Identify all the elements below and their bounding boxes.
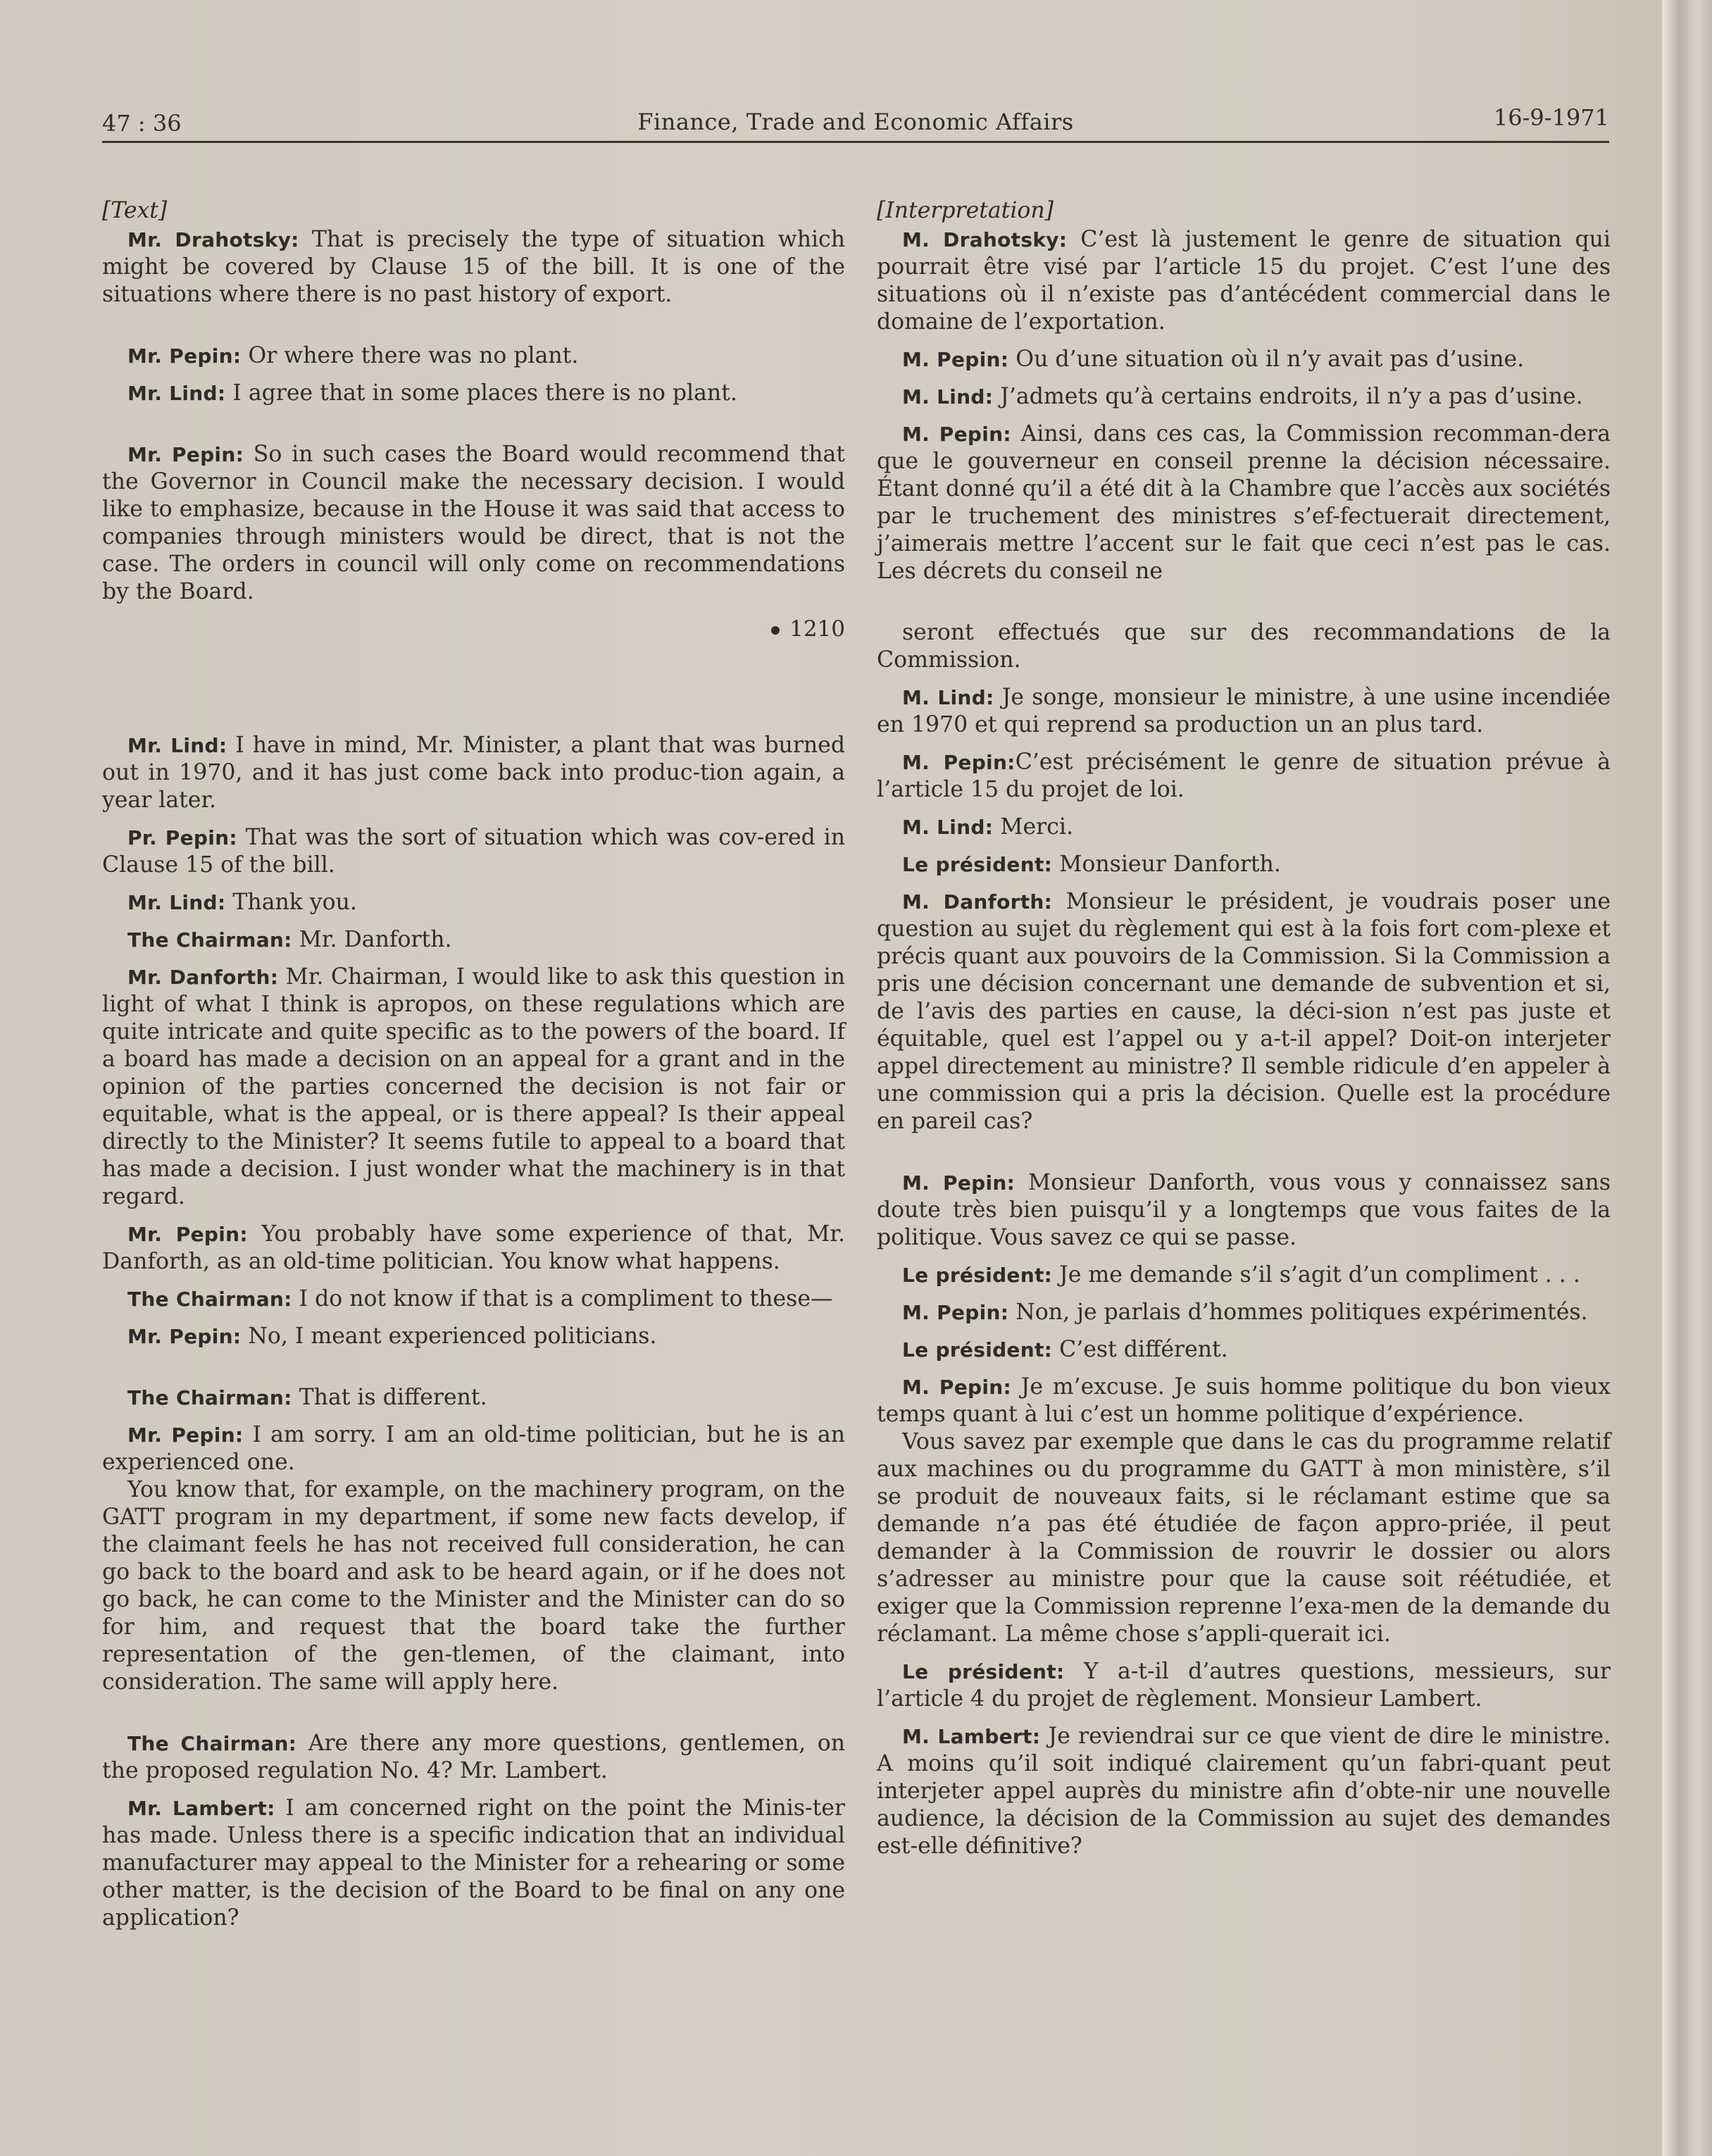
time-marker [102,616,845,643]
paragraph [102,1476,845,1696]
speech: Mr. Danforth. [292,927,452,952]
speech: C’est là justement le genre de situation qui pourrait être visé par l’article 15 du projet. C’est l’une des situations où il n’existe pas d’antécédent commercial dans le domaine de l’exportation. [877,227,1611,335]
paragraph [102,441,845,606]
running-header [102,99,1609,143]
speech: Y a-t-il d’autres questions, messieurs, sur l’article 4 du projet de règlement. Monsieur Lambert. [877,1659,1611,1712]
paragraph [877,1723,1611,1860]
speaker: Le président: [902,1264,1053,1287]
paragraph [877,1299,1611,1326]
speech: Or where there was no plant. [241,343,579,368]
paragraph [877,226,1611,336]
speaker: The Chairman: [127,1732,297,1755]
speaker: Mr. Pepin: [127,1325,242,1348]
speech: You know that, for example, on the machinery program, on the GATT program in my department, if some new facts develop, if the claimant feels he has not received full consideration, he can go back to the board and ask to be heard again, or if he does not go back, he can come to the Minister and the Minister can do so for him, and request that the board take the further representation of the gen-tlemen, of the claimant, into consideration. The same will apply here. [102,1477,845,1695]
speech: Je me demande s’il s’agit d’un compliment . . . [1052,1262,1580,1288]
paragraph [102,1795,845,1932]
speaker: The Chairman: [127,1386,292,1409]
column-spacer [102,653,845,708]
paragraph [877,346,1611,373]
speech: Je songe, monsieur le ministre, à une usine incendiée en 1970 et qui reprend sa production un an plus tard. [877,685,1611,737]
speech: Monsieur le président, je voudrais poser une question au sujet du règlement qui est à la fois fort com-plexe et précis quant aux pouvoirs de la Commission. Si la Commission a pris une décision concernant une demande de subvention et si, de l’avis des parties en cause, la déci-sion n’est pas juste et équitable, quel est l’appel ou y a-t-il appel? Doit-on interjeter appel directement au ministre? Il semble ridicule d’en appeler à une commission qui a pris la décision. Quelle est la procédure en pareil cas? [877,889,1611,1134]
speaker: Mr. Lind: [127,734,227,757]
speaker: Le président: [902,1660,1065,1683]
speech: Non, je parlais d’hommes politiques expérimentés. [1008,1300,1588,1325]
speaker: M. Danforth: [902,890,1053,914]
paragraph [877,619,1611,674]
speech: Thank you. [225,890,357,915]
speech: That is precisely the type of situation which might be covered by Clause 15 of the bill. It is one of the situations where there is no past history of export. [102,227,845,307]
paragraph [102,380,845,407]
speaker: The Chairman: [127,928,292,952]
speaker: M. Drahotsky: [902,228,1068,251]
time-marker-value: 1210 [789,616,845,642]
paragraph [877,1428,1611,1648]
paragraph [877,1658,1611,1713]
paragraph [877,851,1611,878]
paragraph [102,1730,845,1785]
paragraph [102,1384,845,1412]
speaker: M. Pepin: [902,751,1016,774]
speech: Monsieur Danforth. [1052,852,1281,877]
speaker: Mr. Pepin: [127,1223,248,1246]
paragraph [102,732,845,814]
header-date: 16-9-1971 [1493,104,1609,131]
speaker: Mr. Drahotsky: [127,228,299,251]
book-gutter [1662,0,1712,2156]
speaker: M. Lind: [902,816,994,839]
speech: Monsieur Danforth, vous vous y connaissez sans doute très bien puisqu’il y a longtemps que vous faites de la politique. Vous savez ce qui se passe. [877,1170,1611,1250]
page-number: 47 : 36 [102,110,182,137]
speaker: Mr. Lambert: [127,1797,275,1820]
header-title: Finance, Trade and Economic Affairs [637,108,1074,135]
speech: Are there any more questions, gentlemen, on the proposed regulation No. 4? Mr. Lambert. [102,1731,845,1783]
speech: Vous savez par exemple que dans le cas du programme relatif aux machines ou du programme du GATT à mon ministère, s’il se produit de nouveaux faits, si le réclamant estime que sa demande n’a pas été étudiée de façon appro-priée, il peut demander à la Commission de rouvrir le dossier ou alors s’adresser au ministre pour que la cause soit réétudiée, et exiger que la Commission reprenne l’exa-men de la demande du réclamant. La même chose s’appli-querait ici. [877,1429,1611,1647]
paragraph [102,824,845,879]
speaker: M. Pepin: [902,1171,1016,1195]
column-label: [Text] [102,198,168,223]
paragraph [102,1221,845,1276]
paragraph [877,1261,1611,1289]
speaker: M. Lambert: [902,1725,1041,1748]
speech: C’est différent. [1052,1337,1228,1362]
speech: Mr. Chairman, I would like to ask this question in light of what I think is apropos, on these regulations which are quite intricate and quite specific as to the powers of the board. If a board has made a decision on an appeal for a grant and in the opinion of the parties concerned the decision is not fair or equitable, what is the appeal, or is there appeal? Is their appeal directly to the Minister? It seems futile to appeal to a board that has made a decision. I just wonder what the machinery is in that regard. [102,964,846,1209]
speaker: Le président: [902,1338,1053,1361]
speech: I agree that in some places there is no plant. [225,380,737,406]
paragraph [102,342,845,370]
paragraph [877,1336,1611,1364]
speech: I am sorry. I am an old-time politician, but he is an experienced one. [102,1422,845,1475]
speech: I have in mind, Mr. Minister, a plant that was burned out in 1970, and it has just come back into produc-tion again, a year later. [102,733,845,813]
speaker: Le président: [902,853,1053,876]
speaker: M. Pepin: [902,1301,1009,1324]
french-column [877,197,1611,1870]
speech: Je m’excuse. Je suis homme politique du bon vieux temps quant à lui c’est un homme politique d’expérience. [877,1374,1611,1427]
speech: Merci. [993,814,1073,840]
speaker: Mr. Pepin: [127,1423,244,1447]
paragraph [102,889,845,916]
speaker: Mr. Lind: [127,382,226,405]
paragraph [877,1373,1611,1428]
speech: I do not know if that is a compliment to these— [292,1286,833,1311]
speaker: M. Pepin: [902,348,1009,371]
paragraph [877,888,1611,1135]
speaker: M. Pepin: [902,1376,1011,1399]
paragraph [877,1169,1611,1252]
speech: Ou d’une situation où il n’y avait pas d’usine. [1008,347,1525,372]
paragraph [102,926,845,954]
paragraph [102,1421,845,1476]
speech: Je reviendrai sur ce que vient de dire le ministre. A moins qu’il soit indiqué clairement qu’un fabri-quant peut interjeter appel auprès du ministre afin d’obte-nir une nouvelle audience, la décision de la Commission au sujet des demandes est-elle définitive? [877,1724,1611,1859]
paragraph [877,749,1611,804]
column-label: [Interpretation] [877,198,1054,223]
speaker: Mr. Lind: [127,891,226,914]
speaker: Mr. Pepin: [127,443,244,466]
speech: So in such cases the Board would recommend that the Governor in Council make the necessary decision. I would like to emphasize, because in the House it was said that access to companies through ministers would be direct, that is not the case. The orders in council will only come on recommendations by the Board. [102,442,845,604]
speech: You probably have some experience of that, Mr. Danforth, as an old-time politician. You know what happens. [102,1221,845,1274]
speaker: M. Pepin: [902,423,1011,446]
speech: J’admets qu’à certains endroits, il n’y a pas d’usine. [993,384,1583,409]
speaker: M. Lind: [902,686,994,709]
paragraph [877,420,1611,585]
speaker: M. Lind: [902,385,994,409]
speaker: Pr. Pepin: [127,826,237,849]
bullet-icon [771,626,780,635]
speech: seront effectués que sur des recommandations de la Commission. [877,620,1611,673]
speaker: The Chairman: [127,1288,292,1311]
speech: No, I meant experienced politicians. [241,1323,657,1349]
paragraph [102,226,845,309]
paragraph [877,383,1611,411]
speaker: Mr. Danforth: [127,966,279,989]
speech: I am concerned right on the point the Minis-ter has made. Unless there is a specific indication that an individual manufacturer may appeal to the Minister for a rehearing or some other matter, is the decision of the Board to be final on any one application? [102,1795,845,1931]
speech: That is different. [292,1385,487,1410]
paragraph [102,964,845,1211]
speaker: Mr. Pepin: [127,344,242,368]
speech: Ainsi, dans ces cas, la Commission recomman-dera que le gouverneur en conseil prenne la décision nécessaire. Étant donné qu’il a été dit à la Chambre que l’accès aux sociétés par le truchement des ministres s’ef-fectuerait directement, j’aimerais mettre l’accent sur le fait que ceci n’est pas le cas. Les décrets du conseil ne [877,421,1611,584]
paragraph [877,684,1611,739]
paragraph [102,1323,845,1350]
speech: C’est précisément le genre de situation prévue à l’article 15 du projet de loi. [877,749,1611,802]
paragraph [102,1285,845,1313]
paragraph [877,814,1611,841]
english-column [102,197,845,1942]
speech: That was the sort of situation which was cov-ered in Clause 15 of the bill. [102,825,845,878]
